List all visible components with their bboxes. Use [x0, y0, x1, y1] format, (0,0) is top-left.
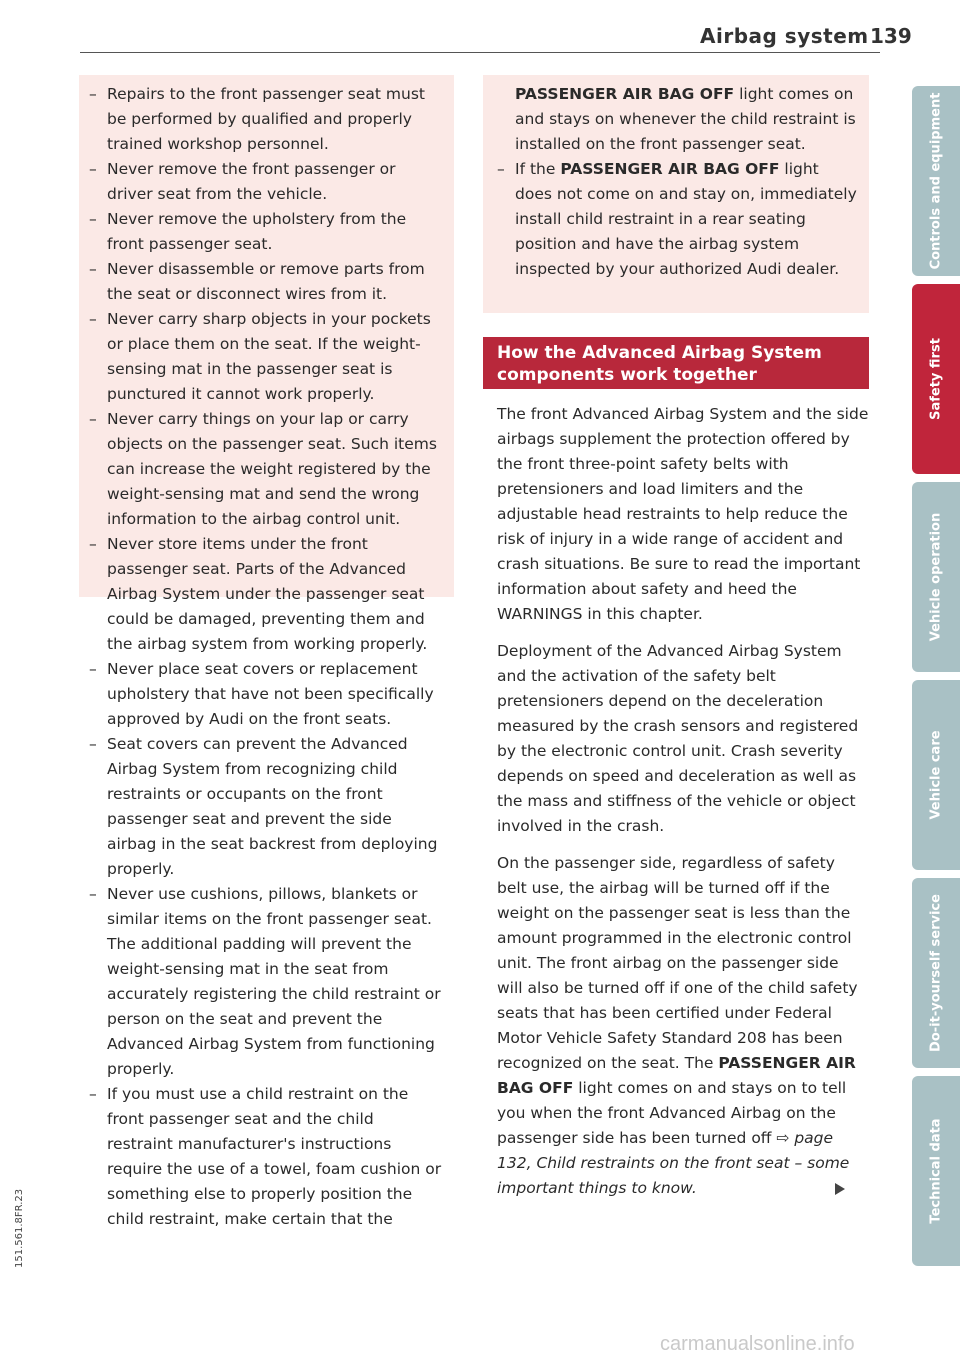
watermark: carmanualsonline.info: [660, 1333, 855, 1355]
tab-safety-first[interactable]: [912, 284, 960, 474]
header-rule: [80, 52, 880, 53]
paragraph: The front Advanced Airbag System and the side airbags supplement the protection offered by the front three-point safety belts with pretensioners and load limiters and the adjustable head restraints to help reduce the risk of injury in a wide range of accident and crash situations. Be sure to read the important information about safety and heed the WARNINGS in this chapter.: [497, 405, 869, 623]
warning-text: light does not come on and stay on, immediately install child restraint in a rear seating position and have the airbag system inspected by your authorized Audi dealer.: [515, 160, 857, 278]
running-header-title: Airbag system: [700, 24, 869, 48]
indicator-name: PASSENGER AIR BAG OFF: [497, 1054, 856, 1097]
indicator-name: PASSENGER AIR BAG OFF: [560, 160, 780, 178]
warning-item: – Never remove the front passenger or driver seat from the vehicle.: [89, 157, 444, 207]
warning-item: – Seat covers can prevent the Advanced Airbag System from recognizing child restraints or occupants on the front passenger seat and prevent the side airbag in the seat backrest from deploying properly.: [89, 732, 444, 882]
paragraph-text: light comes on and stays on to tell you when the front Advanced Airbag on the passenger side has been turned off: [497, 1079, 847, 1147]
warning-item: – Never disassemble or remove parts from the seat or disconnect wires from it.: [89, 257, 444, 307]
paragraph: [497, 851, 869, 1201]
warning-list-left: [89, 82, 444, 1232]
body-text: [497, 402, 869, 1213]
section-heading: How the Advanced Airbag System components work together: [483, 337, 869, 389]
tab-label: Vehicle operation: [928, 512, 944, 642]
warning-item: – If you must use a child restraint on the front passenger seat and the child restraint manufacturer's instructions require the use of a towel, foam cushion or something else to properly position the child restraint, make certain that the: [89, 1082, 444, 1232]
tab-label: Vehicle care: [928, 730, 944, 820]
warning-item: – Never remove the upholstery from the front passenger seat.: [89, 207, 444, 257]
tab-technical-data[interactable]: [912, 1076, 960, 1266]
paragraph: Deployment of the Advanced Airbag System and the activation of the safety belt pretensioners depend on the deceleration measured by the crash sensors and registered by the electronic control unit. Crash severity depends on speed and deceleration as well as the mass and stiffness of the vehicle or object involved in the crash.: [497, 642, 859, 835]
warning-item: – Never use cushions, pillows, blankets or similar items on the front passenger seat. The additional padding will prevent the weight-sensing mat in the seat from accurately registering the child restraint or person on the seat and prevent the Advanced Airbag System from functioning properly.: [89, 882, 444, 1082]
warning-item: [497, 157, 857, 282]
page-reference-link[interactable]: ⇨ page 132, Child restraints on the front seat – some important things to know.: [497, 1129, 850, 1197]
tab-vehicle-operation[interactable]: [912, 482, 960, 672]
warning-text: If the: [515, 160, 561, 178]
chapter-tabs: [912, 86, 960, 1274]
continue-arrow-icon: [835, 1183, 845, 1195]
warning-item: – Never carry things on your lap or carry objects on the passenger seat. Such items can increase the weight registered by the weight-sensing mat and send the wrong information to the airbag control unit.: [89, 407, 444, 532]
tab-vehicle-care[interactable]: [912, 680, 960, 870]
tab-label: Controls and equipment: [928, 92, 944, 270]
document-code: 151.561.8FR.23: [14, 1188, 25, 1268]
warning-box-right-text: [497, 82, 857, 282]
tab-label: Do-it-yourself service: [928, 894, 944, 1052]
warning-item: – Never store items under the front passenger seat. Parts of the Advanced Airbag System under the passenger seat could be damaged, preventing them and the airbag system from working properly.: [89, 532, 444, 657]
warning-item: – Never carry sharp objects in your pockets or place them on the seat. If the weight-sensing mat in the passenger seat is punctured it cannot work properly.: [89, 307, 444, 407]
tab-do-it-yourself-service[interactable]: [912, 878, 960, 1068]
paragraph-text: On the passenger side, regardless of safety belt use, the airbag will be turned off if the weight on the passenger seat is less than the amount programmed in the electronic control unit. The front airbag on the passenger side will also be turned off if one of the child safety seats that has been certified under Federal Motor Vehicle Safety Standard 208 has been recognized on the seat. The: [497, 854, 858, 1072]
tab-label: Technical data: [928, 1118, 944, 1224]
page-number: 139: [870, 24, 912, 48]
warning-text: light comes on and stays on whenever the child restraint is installed on the front passenger seat.: [515, 85, 856, 153]
warning-continuation: [515, 82, 857, 157]
indicator-name: PASSENGER AIR BAG OFF: [515, 85, 735, 103]
tab-controls-and-equipment[interactable]: [912, 86, 960, 276]
warning-item: – Never place seat covers or replacement upholstery that have not been specifically approved by Audi on the front seats.: [89, 657, 444, 732]
warning-list-right: [497, 157, 857, 282]
tab-label: Safety first: [928, 338, 944, 420]
warning-item: – Repairs to the front passenger seat must be performed by qualified and properly trained workshop personnel.: [89, 82, 444, 157]
